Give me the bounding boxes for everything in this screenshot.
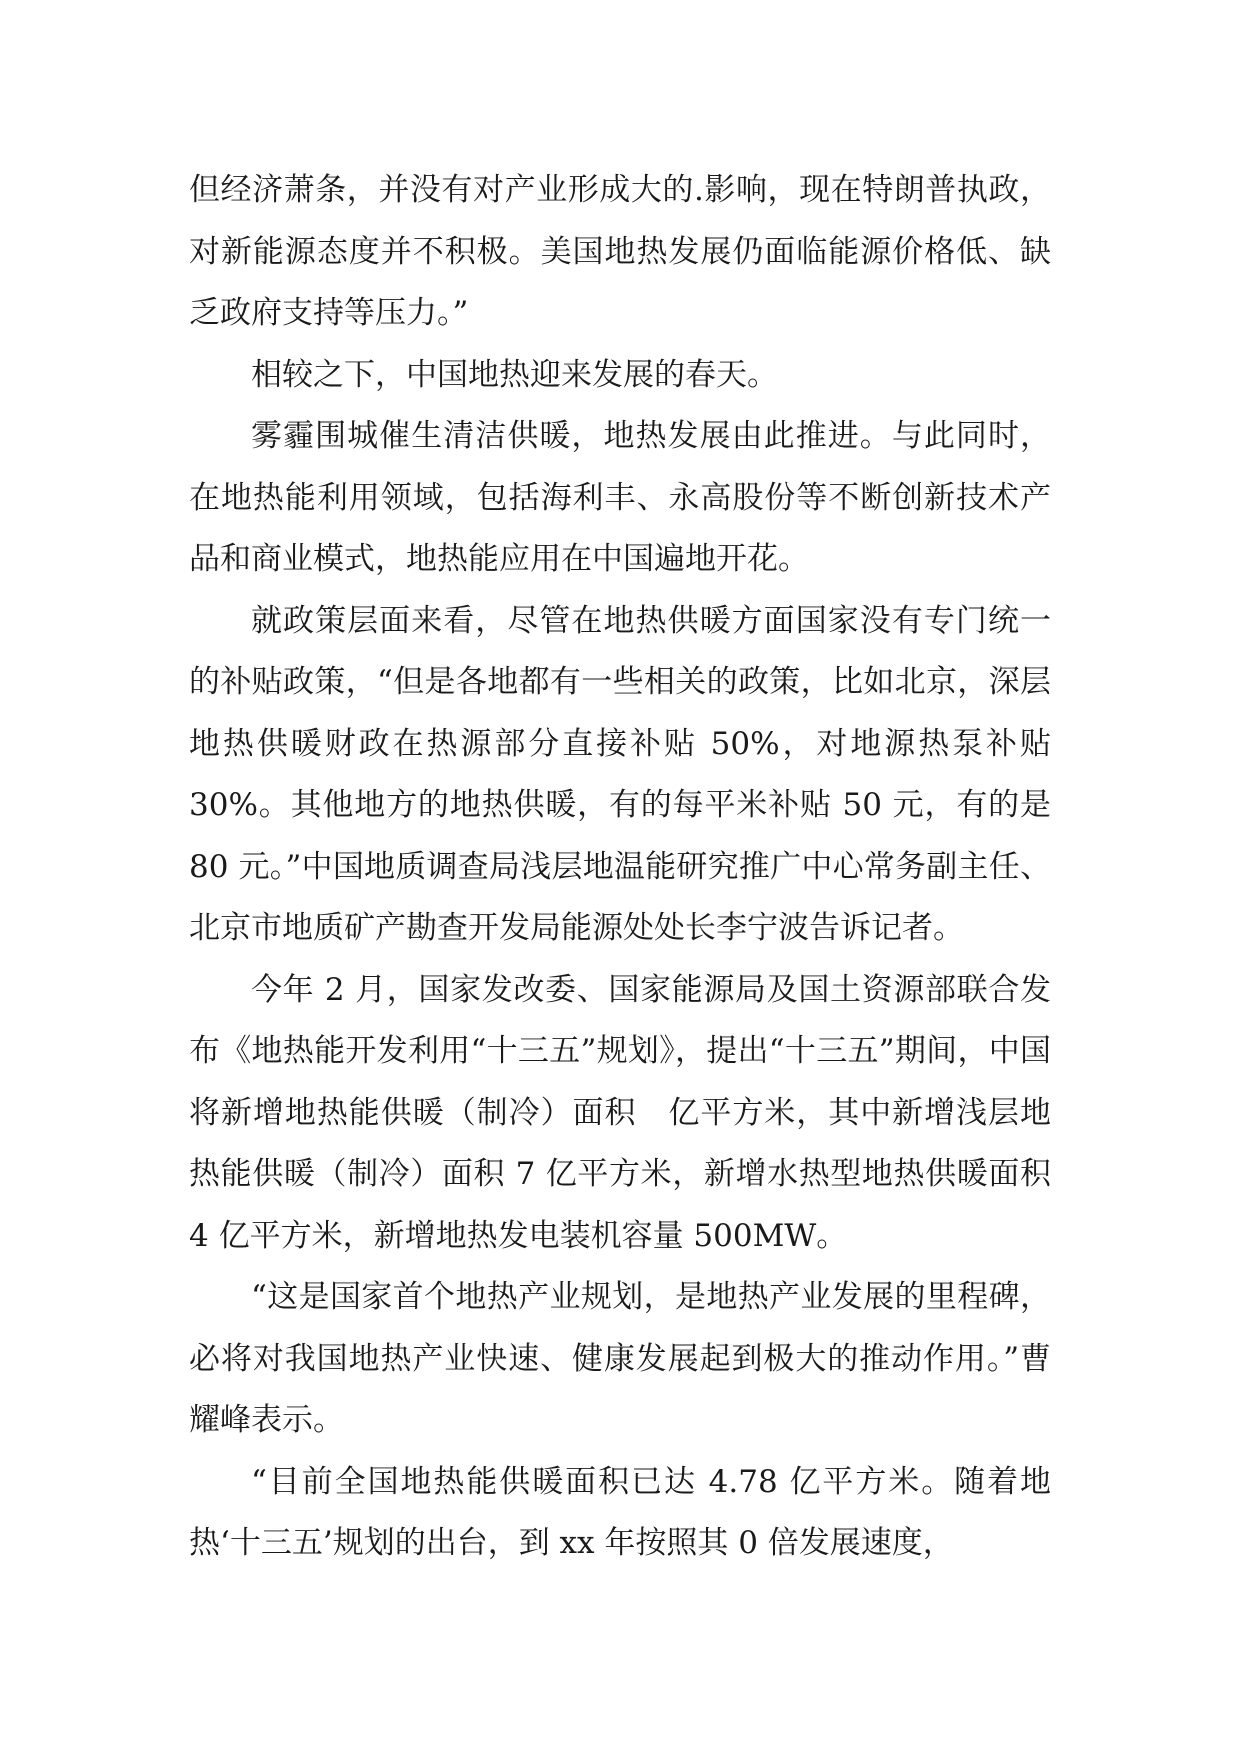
paragraph-5: 今年 2 月，国家发改委、国家能源局及国土资源部联合发布《地热能开发利用“十三五”规划》，提出“十三五”期间，中国将新增地热能供暖（制冷）面积 亿平方米，其中新增浅层地热能供暖（制冷）面积 7 亿平方米，新增水热型地热供暖面积 4 亿平方米，新增地热发电装机容量 500MW。 — [189, 971, 1051, 1254]
article-body — [189, 160, 1051, 1575]
paragraph-3: 雾霾围城催生清洁供暖，地热发展由此推进。与此同时，在地热能利用领域，包括海利丰、永高股份等不断创新技术产品和商业模式，地热能应用在中国遍地开花。 — [189, 418, 1051, 577]
paragraph-7: “目前全国地热能供暖面积已达 4.78 亿平方米。随着地热‘十三五’规划的出台，到 xx 年按照其 0 倍发展速度， — [189, 1463, 1051, 1561]
paragraph-1: 但经济萧条，并没有对产业形成大的.影响，现在特朗普执政，对新能源态度并不积极。美国地热发展仍面临能源价格低、缺乏政府支持等压力。” — [189, 172, 1051, 331]
paragraph-4: 就政策层面来看，尽管在地热供暖方面国家没有专门统一的补贴政策，“但是各地都有一些相关的政策，比如北京，深层地热供暖财政在热源部分直接补贴 50%，对地源热泵补贴 30%。其他地方的地热供暖，有的每平米补贴 50 元，有的是 80 元。”中国地质调查局浅层地温能研究推广中心常务副主任、北京市地质矿产勘查开发局能源处处长李宁波告诉记者。 — [189, 602, 1051, 946]
paragraph-2: 相较之下，中国地热迎来发展的春天。 — [251, 356, 778, 393]
paragraph-6: “这是国家首个地热产业规划，是地热产业发展的里程碑，必将对我国地热产业快速、健康发展起到极大的推动作用。”曹耀峰表示。 — [189, 1279, 1051, 1438]
